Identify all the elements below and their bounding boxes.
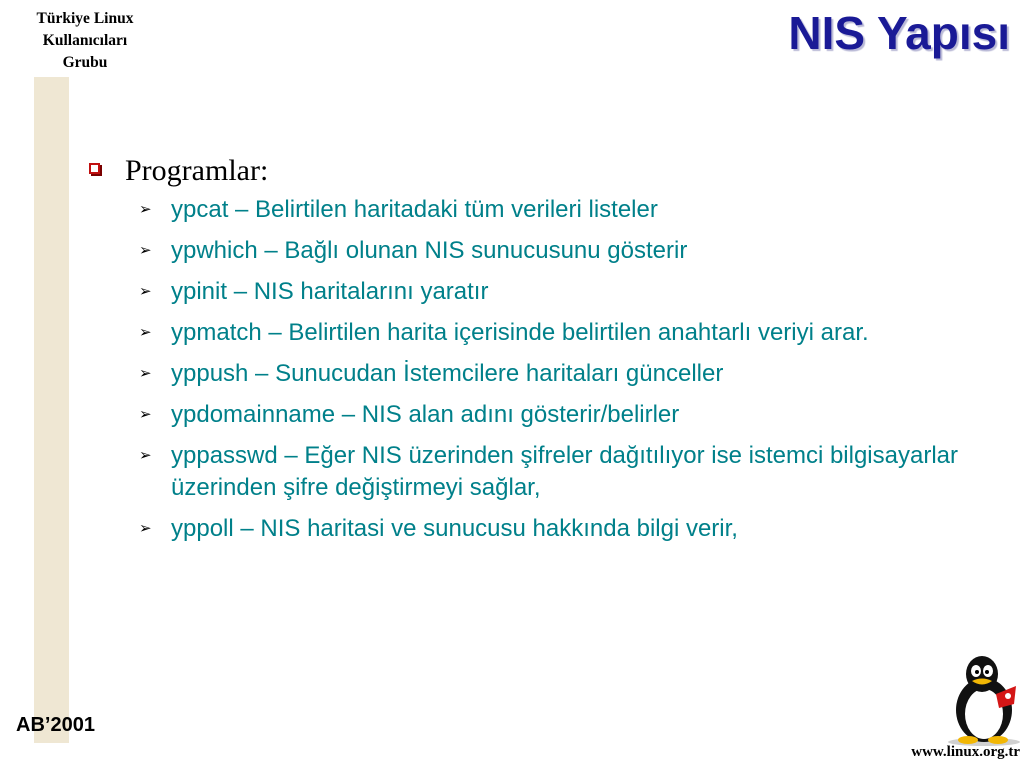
- program-list: [88, 194, 968, 545]
- slide-title: NIS Yapısı: [788, 7, 1010, 59]
- section-heading: Programlar:: [125, 154, 269, 187]
- list-item: [88, 276, 968, 308]
- arrow-bullet-icon: ➢: [139, 242, 152, 259]
- arrow-bullet-icon: ➢: [139, 520, 152, 537]
- list-item-text: ypinit – NIS haritalarını yaratır: [171, 278, 489, 305]
- org-line-1: Türkiye Linux: [36, 10, 134, 27]
- arrow-bullet-icon: ➢: [139, 406, 152, 423]
- arrow-bullet-icon: ➢: [139, 324, 152, 341]
- list-item-text: ypcat – Belirtilen haritadaki tüm verileri listeler: [171, 196, 658, 223]
- arrow-bullet-icon: ➢: [139, 201, 152, 218]
- arrow-bullet-icon: ➢: [139, 283, 152, 300]
- footer-website: www.linux.org.tr: [911, 744, 1020, 760]
- square-bullet-icon: [89, 163, 100, 174]
- list-item: [88, 317, 968, 349]
- list-item: [88, 358, 968, 390]
- decorative-stripe: [34, 77, 69, 743]
- list-item-text: ypdomainname – NIS alan adını gösterir/belirler: [171, 401, 680, 428]
- arrow-bullet-icon: ➢: [139, 447, 152, 464]
- tux-penguin-logo: [944, 654, 1024, 746]
- list-item-text: ypmatch – Belirtilen harita içerisinde belirtilen anahtarlı veriyi arar.: [171, 319, 869, 346]
- list-item-text: yppush – Sunucudan İstemcilere haritaları günceller: [171, 360, 724, 387]
- organization-name: [0, 8, 170, 74]
- org-line-2: Kullanıcıları: [42, 32, 128, 49]
- arrow-bullet-icon: ➢: [139, 365, 152, 382]
- list-item: [88, 235, 968, 267]
- org-line-3: Grubu: [62, 54, 108, 71]
- list-item: [88, 440, 968, 504]
- list-item: [88, 513, 968, 545]
- list-item: [88, 399, 968, 431]
- bullet-programlar: [88, 152, 968, 190]
- list-item: [88, 194, 968, 226]
- footer-event-label: AB’2001: [16, 714, 95, 736]
- list-item-text: yppasswd – Eğer NIS üzerinden şifreler dağıtılıyor ise istemci bilgisayarlar üzerinden şifre değiştirmeyi sağlar,: [171, 442, 958, 501]
- slide-content: [88, 152, 968, 554]
- list-item-text: ypwhich – Bağlı olunan NIS sunucusunu gösterir: [171, 237, 688, 264]
- list-item-text: yppoll – NIS haritasi ve sunucusu hakkında bilgi verir,: [171, 515, 738, 542]
